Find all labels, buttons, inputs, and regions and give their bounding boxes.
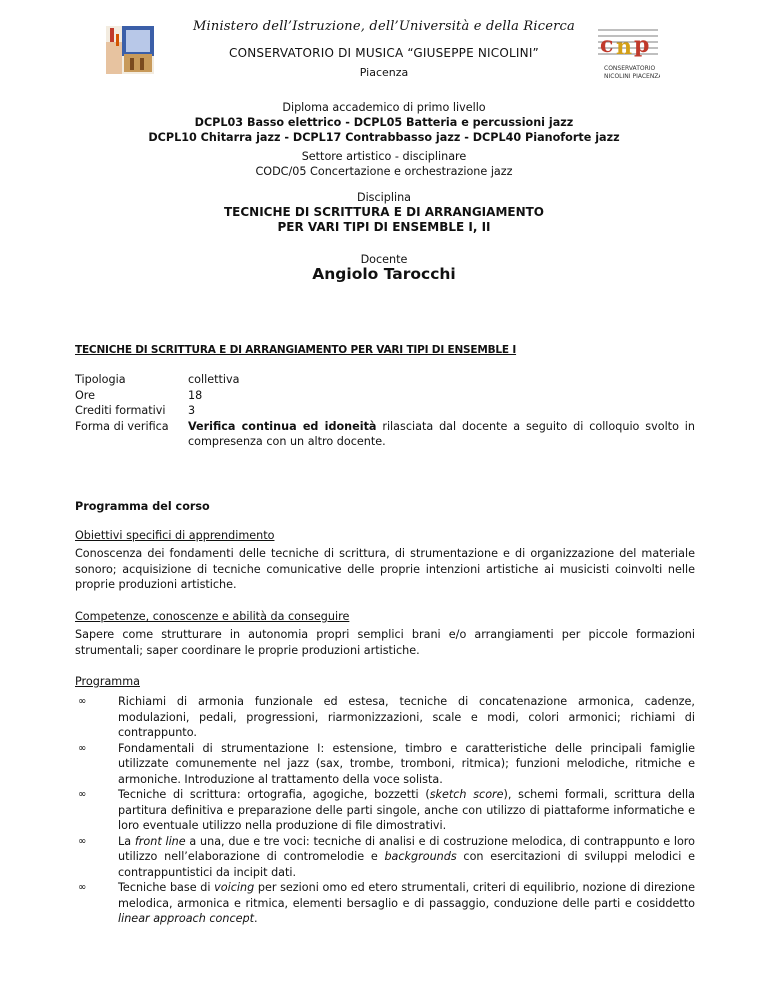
- list-item: ∞ Fondamentali di strumentazione I: estensione, timbro e caratteristiche delle principali famiglie utilizzate comunemente nel jazz (sax, trombe, tromboni, ritmica); funzioni melodiche, ritmiche e armoniche. Introduzione al trattamento della voce solista.: [78, 741, 695, 786]
- bullet-icon: ∞: [78, 789, 87, 800]
- svg-text:c: c: [600, 32, 614, 58]
- crediti-label: Crediti formativi: [75, 404, 166, 417]
- list-item: ∞ Tecniche base di voicing per sezioni omo ed etero strumentali, criteri di equilibrio, nozione di direzione melodica, armonica e ritmica, elementi bersaglio e di passaggio, conduzione delle parti e cosiddetto linear approach concept.: [78, 881, 695, 925]
- tipologia-label: Tipologia: [75, 373, 126, 386]
- list-item: ∞ Tecniche di scrittura: ortografia, agogiche, bozzetti (sketch score), schemi formali, scrittura della partitura definitiva e preparazione delle parti singole, anche con utilizzo di piattaforme informatiche e loro eventuale utilizzo nella produzione di file dimostrativi.: [78, 788, 695, 832]
- info-row-crediti: [75, 403, 695, 419]
- verifica-rest: rilasciata dal docente a seguito di colloquio svolto in compresenza con un altro docente.: [188, 419, 695, 448]
- diploma-label: Diploma accademico di primo livello: [282, 101, 486, 114]
- verifica-bold: Verifica continua ed idoneità: [188, 419, 377, 433]
- verifica-label: Forma di verifica: [75, 419, 169, 433]
- programma-list: [75, 694, 695, 927]
- info-row-tipologia: [75, 372, 695, 388]
- obiettivi-heading: Obiettivi specifici di apprendimento: [75, 529, 275, 542]
- disciplina-label: Disciplina: [356, 191, 412, 204]
- docente-label: Docente: [360, 253, 408, 266]
- programma-corso-heading: Programma del corso: [75, 500, 210, 513]
- obiettivi-text: Conoscenza dei fondamenti delle tecniche di scrittura, di strumentazione e di organizzazione del materiale sonoro; acquisizione di tecniche comunicative delle proprie intenzioni artistiche ai musicisti coinvolti nelle proprie produzioni artistiche.: [75, 547, 695, 591]
- ore-value: 18: [188, 388, 203, 402]
- svg-text:CONSERVATORIO: CONSERVATORIO: [604, 65, 656, 72]
- info-row-verifica: [75, 419, 695, 450]
- diploma-block: [0, 100, 768, 145]
- bullet-icon: ∞: [78, 882, 87, 893]
- conservatory-name: CONSERVATORIO DI MUSICA “GIUSEPPE NICOLINI”: [229, 46, 539, 60]
- docente-name: Angiolo Tarocchi: [312, 265, 456, 283]
- competenze-text: Sapere come strutturare in autonomia propri semplici brani e/o arrangiamenti per piccole formazioni strumentali; saper coordinare le proprie produzioni artistiche.: [75, 628, 695, 657]
- diploma-line-2: DCPL10 Chitarra jazz - DCPL17 Contrabbasso jazz - DCPL40 Pianoforte jazz: [148, 131, 620, 144]
- course-title: TECNICHE DI SCRITTURA E DI ARRANGIAMENTO PER VARI TIPI DI ENSEMBLE I: [75, 344, 517, 356]
- bullet-icon: ∞: [78, 835, 87, 847]
- disciplina-block: [0, 190, 768, 235]
- programma-heading: Programma: [75, 675, 140, 688]
- disciplina-line-2: PER VARI TIPI DI ENSEMBLE I, II: [277, 220, 491, 234]
- settore-block: [0, 149, 768, 179]
- svg-text:n: n: [616, 34, 632, 60]
- svg-text:NICOLINI PIACENZA: NICOLINI PIACENZA: [604, 73, 660, 80]
- course-info-table: [75, 372, 695, 450]
- svg-text:p: p: [634, 32, 650, 58]
- settore-label: Settore artistico - disciplinare: [301, 150, 467, 163]
- competenze-heading: Competenze, conoscenze e abilità da conseguire: [75, 610, 350, 623]
- bullet-icon: ∞: [78, 742, 87, 754]
- ministry-heading: Ministero dell’Istruzione, dell’Università e della Ricerca: [193, 19, 575, 34]
- ore-label: Ore: [75, 388, 96, 402]
- list-item: ∞ Richiami di armonia funzionale ed estesa, tecniche di concatenazione armonica, cadenze, modulazioni, pedali, progressioni, riarmonizzazioni, scale e modi, colori armonici; richiami di contrappunto.: [78, 695, 695, 739]
- settore-value: CODC/05 Concertazione e orchestrazione jazz: [255, 165, 513, 178]
- tipologia-value: collettiva: [188, 373, 240, 386]
- verifica-value: [188, 419, 695, 450]
- bullet-icon: ∞: [78, 696, 87, 707]
- city-name: Piacenza: [359, 66, 409, 79]
- diploma-line-1: DCPL03 Basso elettrico - DCPL05 Batteria e percussioni jazz: [194, 116, 574, 129]
- docente-block: [0, 252, 768, 282]
- crediti-value: 3: [188, 404, 196, 417]
- disciplina-line-1: TECNICHE DI SCRITTURA E DI ARRANGIAMENTO: [223, 205, 545, 219]
- list-item: ∞ La front line a una, due e tre voci: tecniche di analisi e di costruzione melodica, di contrappunto e loro utilizzo nell’elaborazione di contromelodie e backgrounds con esercitazioni di sviluppi melodici e contrappuntistici da incipit dati.: [78, 834, 695, 879]
- info-row-ore: [75, 388, 695, 404]
